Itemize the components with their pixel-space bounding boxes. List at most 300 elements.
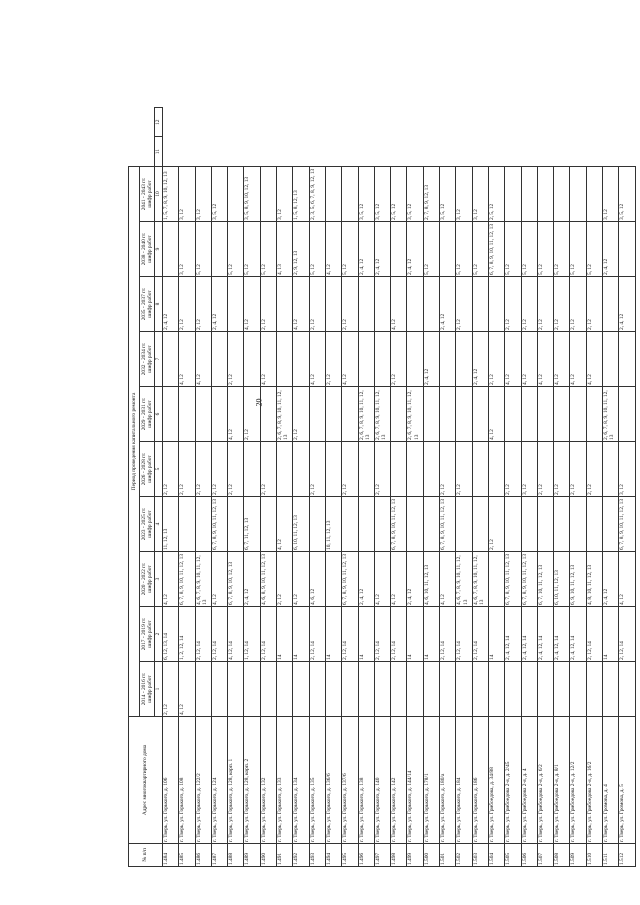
header-period-3 [140, 552, 155, 607]
work-code-cell [342, 662, 358, 717]
table-row [293, 108, 309, 867]
row-address: г. Тверь, ул. Грибоедова 2-я, д. 16/2 [586, 717, 602, 844]
work-code-cell: 4, 12 [554, 332, 570, 387]
row-number: 1.484 [163, 844, 179, 867]
work-code-cell: 2, 12 [537, 442, 553, 497]
work-code-cell [293, 442, 309, 497]
work-code-cell [325, 552, 341, 607]
row-number: 1.509 [570, 844, 586, 867]
header-period-subtitle: шифр работ [147, 565, 153, 593]
row-address: г. Тверь, ул. Горького, д. 178/1 [423, 717, 439, 844]
table-row [260, 108, 276, 867]
work-code-cell: 2, 12 [228, 332, 244, 387]
header-period-label: 2023 - 2025 гг. [140, 507, 147, 541]
work-code-cell [391, 387, 407, 442]
work-code-cell: 2, 12 [163, 662, 179, 717]
work-code-cell: 5, 12 [309, 222, 325, 277]
work-code-cell: 4, 12 [179, 662, 195, 717]
work-code-cell: 5, 12 [472, 222, 488, 277]
work-code-cell: 4, 6, 12 [309, 552, 325, 607]
work-code-cell: 4, 12 [293, 552, 309, 607]
table-row [358, 108, 374, 867]
work-code-cell [358, 497, 374, 552]
work-code-cell: 2, 6, 7, 8, 9, 10, 11, 12, 13 [358, 387, 374, 442]
work-code-cell: 6, 7, 8, 9, 10, 11, 12, 13 [391, 497, 407, 552]
work-code-cell [325, 166, 341, 221]
work-code-cell [211, 662, 227, 717]
header-period-8 [140, 277, 155, 332]
work-code-cell [570, 387, 586, 442]
work-code-cell: 3, 12 [619, 442, 635, 497]
row-address: г. Тверь, ул. Грибоедова, д. 34/88 [488, 717, 504, 844]
work-code-cell: 1, 5, 7, 8, 9, 10, 12, 13 [163, 166, 179, 221]
work-code-cell [521, 387, 537, 442]
work-code-cell [195, 387, 211, 442]
work-code-cell [619, 387, 635, 442]
table-row [521, 108, 537, 867]
work-code-cell: 2, 4, 12 [619, 277, 635, 332]
header-col-number: 11 [155, 137, 163, 166]
row-number: 1.492 [293, 844, 309, 867]
table-row [309, 108, 325, 867]
header-col-number: 8 [155, 277, 163, 332]
header-period-subtitle: шифр работ [147, 180, 153, 208]
work-code-cell: 4, 6, 7, 8, 9, 10, 11, 12, 13 [472, 552, 488, 607]
work-code-cell: 1, 2, 12, 14 [179, 607, 195, 662]
row-address: г. Тверь, ул. Грибоедова 2-я, д. 12/2 [570, 717, 586, 844]
work-code-cell: 4, 6, 10, 11, 12, 13 [423, 552, 439, 607]
work-code-cell: 3, 12 [179, 222, 195, 277]
work-code-cell: 2, 12 [586, 277, 602, 332]
work-code-cell: 6, 9, 10, 11, 12, 13 [570, 552, 586, 607]
row-number: 1.506 [521, 844, 537, 867]
work-code-cell: 2, 12 [505, 442, 521, 497]
work-code-cell: 2, 5, 12 [391, 166, 407, 221]
row-address: г. Тверь, ул. Горького, д. 140 [374, 717, 390, 844]
work-code-cell [472, 277, 488, 332]
work-code-cell: 5, 12 [228, 222, 244, 277]
work-code-cell [277, 442, 293, 497]
work-code-cell: 2, 12 [440, 442, 456, 497]
row-number: 1.500 [423, 844, 439, 867]
work-code-cell: 5, 12 [521, 222, 537, 277]
work-code-cell [358, 277, 374, 332]
work-code-cell [374, 277, 390, 332]
work-code-cell: 5, 12 [260, 222, 276, 277]
work-code-cell [358, 662, 374, 717]
work-code-cell [554, 387, 570, 442]
work-code-cell: 3, 5, 12 [440, 166, 456, 221]
table-row [440, 108, 456, 867]
work-code-cell [244, 442, 260, 497]
row-address: г. Тверь, ул. Горького, д. 106 [163, 717, 179, 844]
work-code-cell: 14 [407, 607, 423, 662]
work-code-cell [391, 662, 407, 717]
work-code-cell [586, 387, 602, 442]
work-code-cell: 2, 4, 12, 14 [537, 607, 553, 662]
work-code-cell [244, 662, 260, 717]
work-code-cell [619, 662, 635, 717]
work-code-cell: 2, 12 [374, 442, 390, 497]
work-code-cell: 6, 7, 8, 9, 10, 11, 12, 13 [440, 497, 456, 552]
work-code-cell: 4, 12 [505, 332, 521, 387]
row-address: г. Тверь, ул. Горького, д. 180/а [440, 717, 456, 844]
table-row [570, 108, 586, 867]
work-code-cell: 4, 12 [325, 222, 341, 277]
work-code-cell [277, 277, 293, 332]
work-code-cell: 6, 12, 13, 14 [163, 607, 179, 662]
header-period-7 [140, 332, 155, 387]
work-code-cell: 4, 12 [586, 332, 602, 387]
header-period-subtitle: шифр работ [147, 455, 153, 483]
work-code-cell: 14 [358, 607, 374, 662]
work-code-cell [603, 662, 619, 717]
row-address: г. Тверь, ул. Грибоедова 2-я, д. 8/1 [554, 717, 570, 844]
work-code-cell [456, 332, 472, 387]
work-code-cell: 2, 12 [488, 332, 504, 387]
work-code-cell [309, 497, 325, 552]
work-code-cell [440, 662, 456, 717]
row-number: 1.501 [440, 844, 456, 867]
header-period-9 [140, 222, 155, 277]
work-code-cell: 2, 12, 14 [374, 607, 390, 662]
work-code-cell [488, 442, 504, 497]
work-code-cell: 2, 4, 12 [407, 552, 423, 607]
work-code-cell: 6, 7, 8, 9, 10, 11, 12, 13 [521, 552, 537, 607]
row-number: 1.487 [211, 844, 227, 867]
work-code-cell: 5, 12 [423, 222, 439, 277]
header-col-number: 4 [155, 497, 163, 552]
work-code-cell [472, 387, 488, 442]
work-code-cell: 14 [423, 607, 439, 662]
table-row [391, 108, 407, 867]
work-code-cell: 4, 12 [391, 277, 407, 332]
work-code-cell [228, 662, 244, 717]
work-code-cell [570, 662, 586, 717]
work-code-cell [293, 332, 309, 387]
work-code-cell: 4, 12 [228, 387, 244, 442]
row-number: 1.495 [342, 844, 358, 867]
work-code-cell: 4, 12 [342, 332, 358, 387]
work-code-cell: 2, 4, 12 [358, 222, 374, 277]
work-code-cell [407, 442, 423, 497]
work-code-cell [342, 387, 358, 442]
header-period-label: 2020 - 2022 гг. [140, 562, 147, 596]
row-address: г. Тверь, ул. Горького, д. 136/6 [325, 717, 341, 844]
row-number: 1.491 [277, 844, 293, 867]
header-col-number: 5 [155, 442, 163, 497]
row-address: г. Тверь, ул. Горького, д. 132 [260, 717, 276, 844]
header-period-subtitle: шифр работ [147, 675, 153, 703]
header-period-subtitle: шифр работ [147, 400, 153, 428]
work-code-cell: 2, 12 [211, 442, 227, 497]
row-number: 1.505 [505, 844, 521, 867]
work-code-cell: 3, 5, 8, 9, 10, 12, 13 [244, 166, 260, 221]
table-row [211, 108, 227, 867]
header-col-number: 9 [155, 222, 163, 277]
work-code-cell [586, 166, 602, 221]
row-address: г. Тверь, ул. Горького, д. 144/14 [407, 717, 423, 844]
work-code-cell [228, 166, 244, 221]
work-code-cell [325, 442, 341, 497]
header-period-label: 2035 - 2037 гг. [140, 287, 147, 321]
work-code-cell [211, 387, 227, 442]
work-code-cell: 4, 12 [521, 332, 537, 387]
work-code-cell: 4, 12 [211, 552, 227, 607]
page-number: 20 [254, 398, 264, 407]
header-period-label: 2014 - 2016 гг. [140, 672, 147, 706]
work-code-cell: 5, 12 [505, 222, 521, 277]
row-number: 1.496 [358, 844, 374, 867]
work-code-cell [603, 277, 619, 332]
work-code-cell [423, 387, 439, 442]
work-code-cell: 2, 12 [293, 387, 309, 442]
work-code-cell [260, 387, 276, 442]
work-code-cell: 4, 12 [619, 552, 635, 607]
schedule-table-container [128, 107, 626, 867]
work-code-cell: 4, 8, 10, 11, 12, 13 [586, 552, 602, 607]
work-code-cell: 6, 7, 10, 11, 12, 13 [537, 552, 553, 607]
work-code-cell: 14 [325, 607, 341, 662]
work-code-cell [472, 497, 488, 552]
work-code-cell [472, 442, 488, 497]
table-row [488, 108, 504, 867]
work-code-cell [440, 387, 456, 442]
header-period-group: Период проведения капитального ремонта [129, 166, 140, 716]
work-code-cell: 3, 5, 12 [374, 166, 390, 221]
work-code-cell [521, 497, 537, 552]
header-period-subtitle: шифр работ [147, 345, 153, 373]
header-address: Адрес многоквартирного дома [129, 717, 163, 844]
work-code-cell [537, 497, 553, 552]
work-code-cell [391, 222, 407, 277]
header-period-subtitle: шифр работ [147, 510, 153, 538]
work-code-cell: 4, 12 [391, 552, 407, 607]
table-row [472, 108, 488, 867]
row-address: г. Тверь, ул. Горького, д. 128, корп. 1 [228, 717, 244, 844]
row-number: 1.490 [260, 844, 276, 867]
table-row [325, 108, 341, 867]
work-code-cell: 2, 12, 14 [472, 607, 488, 662]
work-code-cell: 2, 4, 12, 14 [570, 607, 586, 662]
table-row [244, 108, 260, 867]
work-code-cell [586, 497, 602, 552]
work-code-cell [586, 662, 602, 717]
table-row [586, 108, 602, 867]
work-code-cell: 2, 4, 12 [440, 277, 456, 332]
work-code-cell: 5, 12 [554, 222, 570, 277]
header-period-label: 2026 - 2028 гг. [140, 452, 147, 486]
header-period-label: 2029 - 2031 гг. [140, 397, 147, 431]
work-code-cell: 3, 12 [195, 166, 211, 221]
work-code-cell: 5, 12 [456, 222, 472, 277]
work-code-cell: 2, 12 [342, 442, 358, 497]
work-code-cell: 5, 12 [537, 222, 553, 277]
work-code-cell: 3, 12 [603, 166, 619, 221]
work-code-cell: 2, 12 [244, 387, 260, 442]
work-code-cell: 2, 12, 14 [456, 607, 472, 662]
work-code-cell [554, 166, 570, 221]
work-code-cell: 4, 12 [195, 332, 211, 387]
row-address: г. Тверь, ул. Горького, д. 122/2 [195, 717, 211, 844]
work-code-cell: 2, 4, 12 [211, 277, 227, 332]
row-address: г. Тверь, ул. Горького, д. 108 [179, 717, 195, 844]
row-address: г. Тверь, ул. Грибоедова 2-я, д. 6/2 [537, 717, 553, 844]
work-code-cell [570, 166, 586, 221]
work-code-cell: 2, 12 [195, 442, 211, 497]
work-code-cell: 2, 6, 7, 8, 9, 10, 11, 12, 13 [603, 387, 619, 442]
work-code-cell [505, 387, 521, 442]
work-code-cell [260, 166, 276, 221]
work-code-cell [407, 277, 423, 332]
work-code-cell: 2, 12 [179, 277, 195, 332]
work-code-cell: 2, 12 [309, 277, 325, 332]
work-code-cell: 2, 9, 12, 13 [293, 222, 309, 277]
row-address: г. Тверь, ул. Грибоедова 2-я, д. 4 [521, 717, 537, 844]
work-code-cell [309, 662, 325, 717]
row-number: 1.494 [325, 844, 341, 867]
header-period-4 [140, 497, 155, 552]
row-number: 1.489 [244, 844, 260, 867]
table-row [374, 108, 390, 867]
header-col-number: 7 [155, 332, 163, 387]
work-code-cell: 2, 12, 14 [440, 607, 456, 662]
work-code-cell [456, 497, 472, 552]
work-code-cell [423, 277, 439, 332]
work-code-cell: 2, 12, 14 [260, 607, 276, 662]
work-code-cell [179, 497, 195, 552]
work-code-cell [342, 166, 358, 221]
work-code-cell: 2, 5, 12 [488, 166, 504, 221]
work-code-cell: 4, 12 [244, 277, 260, 332]
work-code-cell: 2, 12 [391, 332, 407, 387]
work-code-cell [537, 166, 553, 221]
row-number: 1.499 [407, 844, 423, 867]
header-period-1 [140, 662, 155, 717]
work-code-cell [488, 277, 504, 332]
work-code-cell: 2, 12, 14 [619, 607, 635, 662]
work-code-cell: 2, 12 [570, 277, 586, 332]
work-code-cell: 2, 12 [179, 442, 195, 497]
table-row [195, 108, 211, 867]
work-code-cell: 4, 12 [309, 332, 325, 387]
work-code-cell: 4, 12 [488, 387, 504, 442]
work-code-cell [488, 552, 504, 607]
header-period-label: 2017 - 2019 гг. [140, 617, 147, 651]
work-code-cell [554, 662, 570, 717]
row-number: 1.498 [391, 844, 407, 867]
row-address: г. Тверь, ул. Громова, д. 5 [619, 717, 635, 844]
work-code-cell: 2, 4, 12 [472, 332, 488, 387]
work-code-cell [342, 497, 358, 552]
header-period-10 [140, 166, 155, 221]
work-code-cell: 4, 12 [260, 332, 276, 387]
work-code-cell: 2, 4, 12 [407, 222, 423, 277]
work-code-cell [488, 662, 504, 717]
header-col-number: 10 [155, 166, 163, 221]
work-code-cell [325, 277, 341, 332]
work-code-cell [195, 497, 211, 552]
work-code-cell: 4, 13 [277, 222, 293, 277]
work-code-cell: 2, 12 [309, 442, 325, 497]
work-code-cell [228, 497, 244, 552]
work-code-cell: 2, 12, 14 [309, 607, 325, 662]
work-code-cell [325, 662, 341, 717]
work-code-cell: 3, 12 [472, 166, 488, 221]
row-address: г. Тверь, ул. Горького, д. 186 [472, 717, 488, 844]
work-code-cell: 6, 7, 8, 9, 10, 11, 12, 13 [342, 552, 358, 607]
row-address: г. Тверь, ул. Горького, д. 142 [391, 717, 407, 844]
row-number: 1.504 [488, 844, 504, 867]
work-code-cell: 2, 4, 12, 14 [554, 607, 570, 662]
work-code-cell: 6, 10, 11, 12, 13 [554, 552, 570, 607]
work-code-cell [505, 166, 521, 221]
work-code-cell: 2, 12 [163, 442, 179, 497]
work-code-cell [603, 442, 619, 497]
work-code-cell [537, 662, 553, 717]
work-code-cell [277, 332, 293, 387]
header-period-label: 2041 - 2043 гг. [140, 177, 147, 211]
row-number: 1.511 [603, 844, 619, 867]
work-code-cell [619, 332, 635, 387]
work-code-cell: 2, 12 [505, 277, 521, 332]
work-code-cell: 14 [293, 607, 309, 662]
work-code-cell: 2, 4, 12, 14 [505, 607, 521, 662]
work-code-cell [163, 387, 179, 442]
work-code-cell: 2, 12 [456, 442, 472, 497]
row-address: г. Тверь, ул. Горького, д. 184 [456, 717, 472, 844]
work-code-cell: 6, 7, 8, 9, 10, 11, 12, 13 [211, 497, 227, 552]
work-code-cell [423, 442, 439, 497]
work-code-cell: 2, 7, 8, 9, 12, 13 [423, 166, 439, 221]
work-code-cell: 2, 12, 14 [391, 607, 407, 662]
work-code-cell: 6, 7, 8, 9, 10, 11, 12, 13 [505, 552, 521, 607]
work-code-cell [211, 332, 227, 387]
work-code-cell: 2, 4, 12 [374, 222, 390, 277]
work-code-cell: 5, 12 [342, 222, 358, 277]
work-code-cell [423, 662, 439, 717]
work-code-cell [472, 662, 488, 717]
work-code-cell: 6, 7, 8, 9, 10, 11, 12, 13 [488, 222, 504, 277]
work-code-cell [358, 442, 374, 497]
work-code-cell [277, 662, 293, 717]
row-address: г. Тверь, ул. Горького, д. 135 [309, 717, 325, 844]
work-code-cell: 1, 5, 8, 12, 13 [293, 166, 309, 221]
work-code-cell: 2, 12, 14 [586, 607, 602, 662]
work-code-cell [293, 662, 309, 717]
row-number: 1.497 [374, 844, 390, 867]
header-period-2 [140, 607, 155, 662]
work-code-cell [211, 222, 227, 277]
row-number: 1.512 [619, 844, 635, 867]
work-code-cell: 11, 12, 13 [163, 497, 179, 552]
work-code-cell [325, 387, 341, 442]
work-code-cell: 2, 12 [456, 277, 472, 332]
work-code-cell [505, 662, 521, 717]
work-code-cell: 2, 12 [342, 277, 358, 332]
work-code-cell: 4, 12 [374, 552, 390, 607]
work-code-cell [603, 332, 619, 387]
table-row [619, 108, 635, 867]
work-code-cell: 3, 5, 12 [211, 166, 227, 221]
table-row [228, 108, 244, 867]
header-period-label: 2032 - 2034 гг. [140, 342, 147, 376]
work-code-cell: 2, 4, 12 [423, 332, 439, 387]
work-code-cell: 2, 12 [488, 497, 504, 552]
table-row [342, 108, 358, 867]
work-code-cell: 3, 12 [179, 166, 195, 221]
table-row [407, 108, 423, 867]
